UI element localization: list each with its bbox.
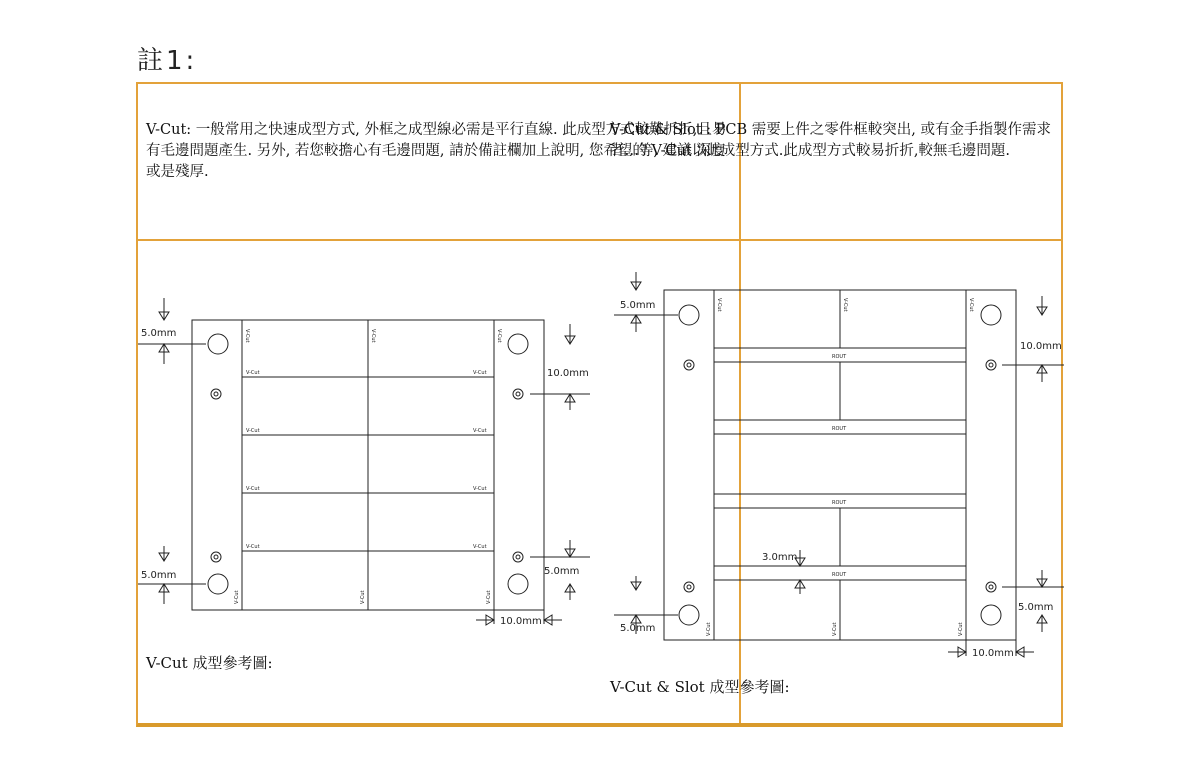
dim-right-bottom: 5.0mm xyxy=(544,566,580,577)
vcut-label: V-Cut xyxy=(968,298,974,312)
dim-right-top: 10.0mm xyxy=(547,368,589,379)
vcut-label: V-Cut xyxy=(246,486,260,492)
vcut-label: V-Cut xyxy=(370,329,376,343)
tooling-hole xyxy=(508,574,528,594)
vcut-label: V-Cut xyxy=(958,622,964,636)
vcut-caption: V-Cut 成型參考圖: xyxy=(146,654,273,672)
vcut-label: V-Cut xyxy=(486,590,492,604)
vcut-label: V-Cut xyxy=(716,298,722,312)
tooling-hole xyxy=(981,305,1001,325)
vcut-label: V-Cut xyxy=(473,544,487,550)
rout-label: ROUT xyxy=(832,426,847,432)
dim-bottom-width: 10.0mm xyxy=(500,616,542,627)
rout-label: ROUT xyxy=(832,572,847,578)
dim-bottom-width: 10.0mm xyxy=(972,648,1014,659)
vcut-label: V-Cut xyxy=(706,622,712,636)
vcut-label: V-Cut xyxy=(360,590,366,604)
vcut-slot-diagram xyxy=(604,264,1064,664)
vcut-slot-caption: V-Cut & Slot 成型參考圖: xyxy=(610,678,790,696)
dim-slot: 3.0mm xyxy=(762,552,798,563)
vcut-label: V-Cut xyxy=(842,298,848,312)
rout-label: ROUT xyxy=(832,500,847,506)
tooling-hole xyxy=(679,605,699,625)
note-heading: 註1: xyxy=(137,46,198,76)
comparison-table xyxy=(136,82,1063,727)
dim-bottom-left: 5.0mm xyxy=(141,570,177,581)
vcut-label: V-Cut xyxy=(244,329,250,343)
vcut-label: V-Cut xyxy=(832,622,838,636)
row-divider xyxy=(138,239,1061,241)
tooling-hole xyxy=(208,334,228,354)
vcut-label: V-Cut xyxy=(246,544,260,550)
dim-top-left: 5.0mm xyxy=(141,328,177,339)
vcut-description: V-Cut: 一般常用之快速成型方式, 外框之成型線必需是平行直線. 此成型方式較難折折,且易有毛邊問題產生. 另外, 若您較擔心有毛邊問題, 請於備註欄加上說明, 您希望的 V-Cut 深度或是殘厚. xyxy=(146,122,727,180)
vcut-label: V-Cut xyxy=(246,428,260,434)
dim-right-bottom: 5.0mm xyxy=(1018,602,1054,613)
dim-bottom-left: 5.0mm xyxy=(620,623,656,634)
dim-top-left: 5.0mm xyxy=(620,300,656,311)
vcut-label: V-Cut xyxy=(246,370,260,376)
tooling-hole xyxy=(981,605,1001,625)
vcut-label: V-Cut xyxy=(496,329,502,343)
dim-right-top: 10.0mm xyxy=(1020,341,1062,352)
vcut-label: V-Cut xyxy=(473,370,487,376)
rout-label: ROUT xyxy=(832,354,847,360)
tooling-hole xyxy=(679,305,699,325)
vcut-label: V-Cut xyxy=(234,590,240,604)
vcut-label: V-Cut xyxy=(473,428,487,434)
tooling-hole xyxy=(208,574,228,594)
tooling-hole xyxy=(508,334,528,354)
vcut-slot-description: V-Cut & Slot : PCB 需要上件之零件框較突出, 或有金手指製作需求者…等, 建議以此成型方式.此成型方式較易折折,較無毛邊問題. xyxy=(610,122,1051,159)
vcut-diagram xyxy=(138,284,598,627)
vcut-label: V-Cut xyxy=(473,486,487,492)
